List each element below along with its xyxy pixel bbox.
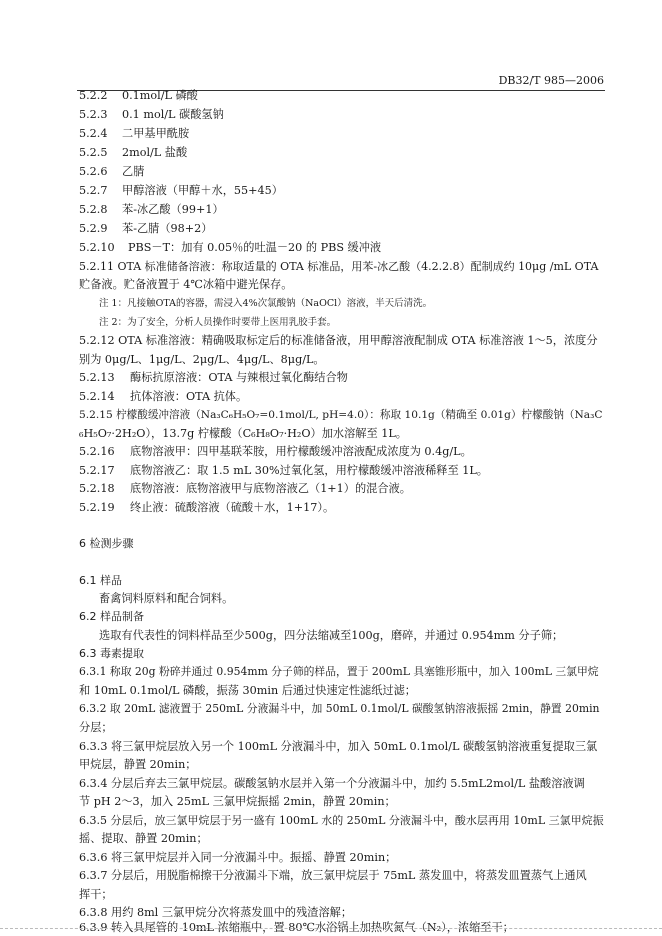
document-page: DB32/T 985—2006 5.2.2 0.1mol/L 磷酸 5.2.3 0.1 mol/L 碳酸氢钠 5.2.4 二甲基甲酰胺 5.2.5 2mol/L 盐酸 5.2.6 乙腈 5.2.7 甲醇溶液（甲醇＋水，55+45） 5.2.8 苯-冰乙酸（99+1） 5.2.9 苯-乙腈（98+2） 5.2.10 PBS－T：加有 0.05％的吐温－20 的 PBS 缓冲液 5.2.11 OTA 标准储备溶液：称取适量的 OTA 标准品，用苯-冰乙酸（4.2.2.8）配制成约 10μg /mL OTA 贮备液。贮备液置于 4℃冰箱中避光保存。 注 1：凡接触OTA的容器，需浸入4%次氯酸钠（NaOCl）溶液，半天后清洗。 注 2：为了安全，分析人员操作时要带上医用乳胶手套。 5.2.12 OTA 标准溶液：精确吸取标定后的标准储备液，用甲醇溶液配制成 OTA 标准溶液 1～5，浓度分 别为 0μg/L、1μg/L、2μg/L、4μg/L、8μg/L。 5.2.13 酶标抗原溶液：OTA 与辣根过氧化酶结合物 5.2.14 抗体溶液：OTA 抗体。 5.2.15 柠檬酸缓冲溶液（Na₃C₆H₅O₇=0.1mol/L, pH=4.0）：称取 10.1g（精确至 0.01g）柠檬酸钠（Na₃C ₆H₅O₇·2H₂O），13.7g 柠檬酸（C₆H₈O₇·H₂O）加水溶解至 1L。 5.2.16 底物溶液甲：四甲基联苯胺，用柠檬酸缓冲溶液配成浓度为 0.4g/L。 5.2.17 底物溶液乙：取 1.5 mL 30%过氧化氢，用柠檬酸缓冲溶液稀释至 1L。 5.2.18 底物溶液：底物溶液甲与底物溶液乙（1+1）的混合液。 5.2.19 终止液：硫酸溶液（硫酸＋水，1+17）。 6 检测步骤 6.1 样品 畜禽饲料原料和配合饲料。 6.2 样品制备 选取有代表性的饲料样品至少500g，四分法缩减至100g，磨碎，并通过 0.954mm 分子筛； 6.3 毒素提取 6.3.1 称取 20g 粉碎并通过 0.954mm 分子筛的样品，置于 200mL 具塞锥形瓶中，加入 100mL 三氯甲烷 和 10mL 0.1mol/L 磷酸，振荡 30min 后通过快速定性滤纸过滤； 6.3.2 取 20mL 滤液置于 250mL 分液漏斗中，加 50mL 0.1mol/L 碳酸氢钠溶液振摇 2min，静置 20min 分层； 6.3.3 将三氯甲烷层放入另一个 100mL 分液漏斗中，加入 50mL 0.1mol/L 碳酸氢钠溶液重复提取三氯 甲烷层，静置 20min； 6.3.4 分层后弃去三氯甲烷层。碳酸氢钠水层并入第一个分液漏斗中，加约 5.5mL2mol/L 盐酸溶液调 节 pH 2～3，加入 25mL 三氯甲烷振摇 2min，静置 20min； 6.3.5 分层后，放三氯甲烷层于另一盛有 100mL 水的 250mL 分液漏斗中，酸水层再用 10mL 三氯甲烷振 摇、提取、静置 20min； 6.3.6 将三氯甲烷层并入同一分液漏斗中。振摇、静置 20min； 6.3.7 分层后，用脱脂棉擦干分液漏斗下端，放三氯甲烷层于 75mL 蒸发皿中，将蒸发皿置蒸气上通风 挥干； 6.3.8 用约 8ml 三氯甲烷分次将蒸发皿中的残渣溶解； 6.3.9 转入具尾管的 10mL 浓缩瓶中，置 80℃水浴锅上加热吹氮气（N₂），浓缩至干；	[0, 0, 662, 936]
standard-code-header: DB32/T 985—2006	[498, 74, 604, 87]
scan-edge	[0, 928, 662, 929]
